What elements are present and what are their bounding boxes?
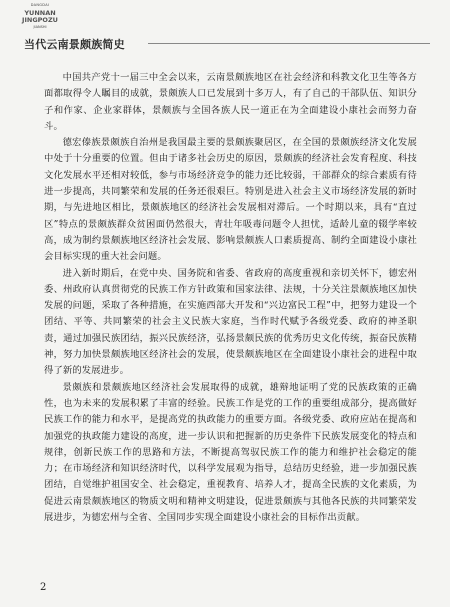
paragraph: 中国共产党十一届三中全会以来，云南景颇族地区在社会经济和科教文化卫生等各方面都取得令人瞩目的成就，景颇族人口已发展到十多万人，有了自己的干部队伍、知识分子和作家、企业家群体，景颇族与全国各族人民一道正在为全面建设小康社会而努力奋斗。 [44, 72, 417, 132]
logo-line-jingpozu: JINGPOZU [22, 16, 58, 24]
logo-line-dangdai: DANGDAI [30, 3, 50, 7]
body-text [44, 70, 417, 526]
paragraph: 德宏傣族景颇族自治州是我国最主要的景颇族聚居区，在全国的景颇族经济文化发展中处于十分重要的位置。但由于诸多社会历史的原因，景颇族的经济社会发育程度、科技文化发展水平还相对较低，参与市场经济竞争的能力还比较弱，干部群众的综合素质有待进一步提高，共同繁荣和发展的任务还很艰巨。特别是进入社会主义市场经济发展的新时期，与先进地区相比，景颇族地区的经济社会发展相对滞后。一个时期以来，具有“直过区”特点的景颇族群众贫困面仍然很大，青壮年吸毒问题令人担忧，适龄儿童的辍学率较高，成为制约景颇族地区经济社会发展、影响景颇族人口素质提高、制约全面建设小康社会目标实现的重大社会问题。 [44, 137, 417, 263]
logo-line-jianshi: JIANSHI [33, 24, 47, 29]
paragraph: 进入新时期后，在党中央、国务院和省委、省政府的高度重视和亲切关怀下，德宏州委、州政府认真贯彻党的民族工作方针政策和国家法律、法规，十分关注景颇族地区加快发展的问题，采取了各种措施，在实施西部大开发和“兴边富民工程”中，把努力建设一个团结、平等、共同繁荣的社会主义民族大家庭，当作时代赋予各级党委、政府的神圣职责，通过加强民族团结，振兴民族经济，弘扬景颇民族的优秀历史文化传统，振奋民族精神，努力加快景颇族地区经济社会的发展，使景颇族地区在全面建设小康社会的进程中取得了新的发展进步。 [44, 267, 417, 377]
header-rule [148, 43, 430, 44]
page-number: 2 [40, 582, 47, 593]
series-logo [12, 4, 68, 29]
logo-line-yunnan: YUNNAN [24, 8, 56, 17]
paragraph: 景颇族和景颇族地区经济社会发展取得的成就，雄辩地证明了党的民族政策的正确性，也为未来的发展积累了丰富的经验。民族工作是党的工作的重要组成部分，提高做好民族工作的能力和水平，是提高党的执政能力的重要方面。各级党委、政府应站在提高和加强党的执政能力建设的高度，进一步认识和把握新的历史条件下民族发展变化的特点和规律，创新民族工作的思路和方法，不断提高驾驭民族工作的能力和维护社会稳定的能力；在市场经济和知识经济时代，以科学发展观为指导，总结历史经验，进一步加强民族团结，自觉维护祖国安全、社会稳定，重视教育、培养人才，提高全民族的文化素质，为促进云南景颇族地区的物质文明和精神文明建设，促进景颇族与其他各民族的共同繁荣发展进步，为德宏州与全省、全国同步实现全面建设小康社会的目标作出贡献。 [44, 381, 417, 524]
running-header-title: 当代云南景颇族简史 [24, 38, 125, 51]
